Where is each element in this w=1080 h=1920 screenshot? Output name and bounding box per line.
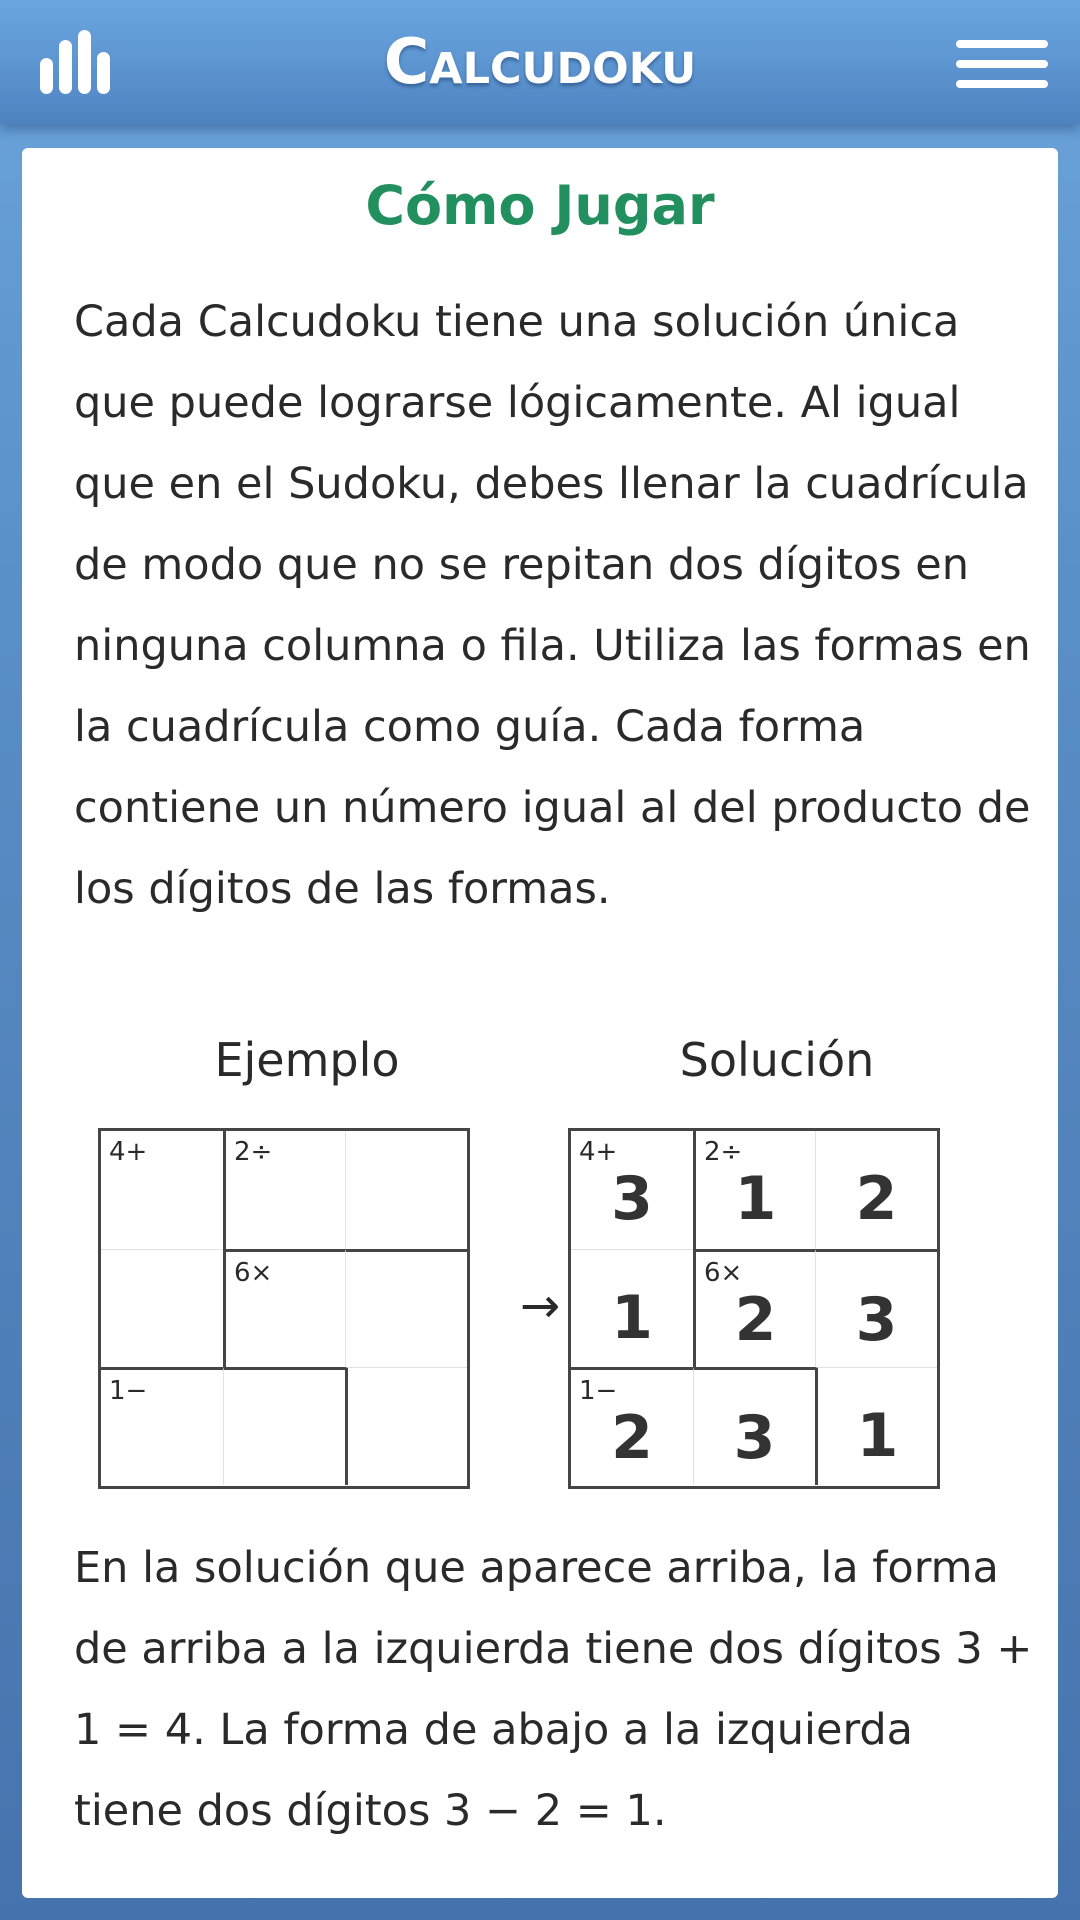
cage-clue: 1− (579, 1376, 618, 1406)
cell-digit: 2 (734, 1285, 777, 1355)
explanation-paragraph: En la solución que aparece arriba, la forma de arriba a la izquierda tiene dos dígitos 3 + 1 = 4. La forma de abajo a la izquierda tiene dos dígitos 3 − 2 = 1. (74, 1543, 1033, 1836)
cell-digit: 3 (611, 1164, 653, 1234)
cage-clue: 6× (704, 1258, 743, 1288)
cage-clue: 4+ (109, 1137, 148, 1167)
grid-cell (223, 1367, 345, 1485)
cage-clue: 2÷ (234, 1137, 273, 1167)
grid-cell (693, 1131, 815, 1249)
grid-cell (815, 1249, 937, 1367)
cage-clue: 1− (109, 1376, 148, 1406)
hamburger-menu-icon[interactable] (956, 40, 1048, 88)
grid-cell (345, 1131, 467, 1249)
solution-grid (568, 1128, 940, 1489)
solution-label: Solución (679, 1033, 875, 1087)
grid-cell (223, 1131, 345, 1249)
example-label: Ejemplo (214, 1033, 400, 1087)
cell-digit: 1 (611, 1283, 653, 1353)
app-title: Calcudoku (383, 25, 697, 98)
page-title: Cómo Jugar (365, 174, 715, 237)
grid-cell (345, 1367, 467, 1485)
grid-cell (693, 1367, 815, 1485)
grid-cell (815, 1367, 937, 1485)
grid-cell (571, 1131, 693, 1249)
grid-cell (101, 1131, 223, 1249)
cell-digit: 2 (855, 1164, 898, 1234)
cage-clue: 4+ (579, 1137, 618, 1167)
grid-cell (345, 1249, 467, 1367)
app-header (0, 0, 1080, 124)
cell-digit: 1 (856, 1401, 899, 1471)
cell-digit: 1 (734, 1164, 777, 1234)
arrow-icon: → (519, 1278, 561, 1334)
grid-cell (101, 1367, 223, 1485)
cell-digit: 3 (855, 1285, 898, 1355)
instructions-paragraph: Cada Calcudoku tiene una solución única que puede lograrse lógicamente. Al igual que en el Sudoku, debes llenar la cuadrícula de modo que no se repitan dos dígitos en ninguna columna o fila. Utiliza las formas en la cuadrícula como guía. Cada forma contiene un número igual al del producto de los dígitos de las formas. (74, 297, 1031, 914)
grid-cell (571, 1249, 693, 1367)
cage-clue: 2÷ (704, 1137, 743, 1167)
grid-cell (693, 1249, 815, 1367)
grid-cell (101, 1249, 223, 1367)
example-grid (98, 1128, 470, 1489)
grid-cell (223, 1249, 345, 1367)
cage-clue: 6× (234, 1258, 273, 1288)
cell-digit: 3 (733, 1403, 776, 1473)
how-to-play-card (22, 148, 1058, 1898)
grid-cell (815, 1131, 937, 1249)
grid-cell (571, 1367, 693, 1485)
cell-digit: 2 (611, 1403, 653, 1473)
